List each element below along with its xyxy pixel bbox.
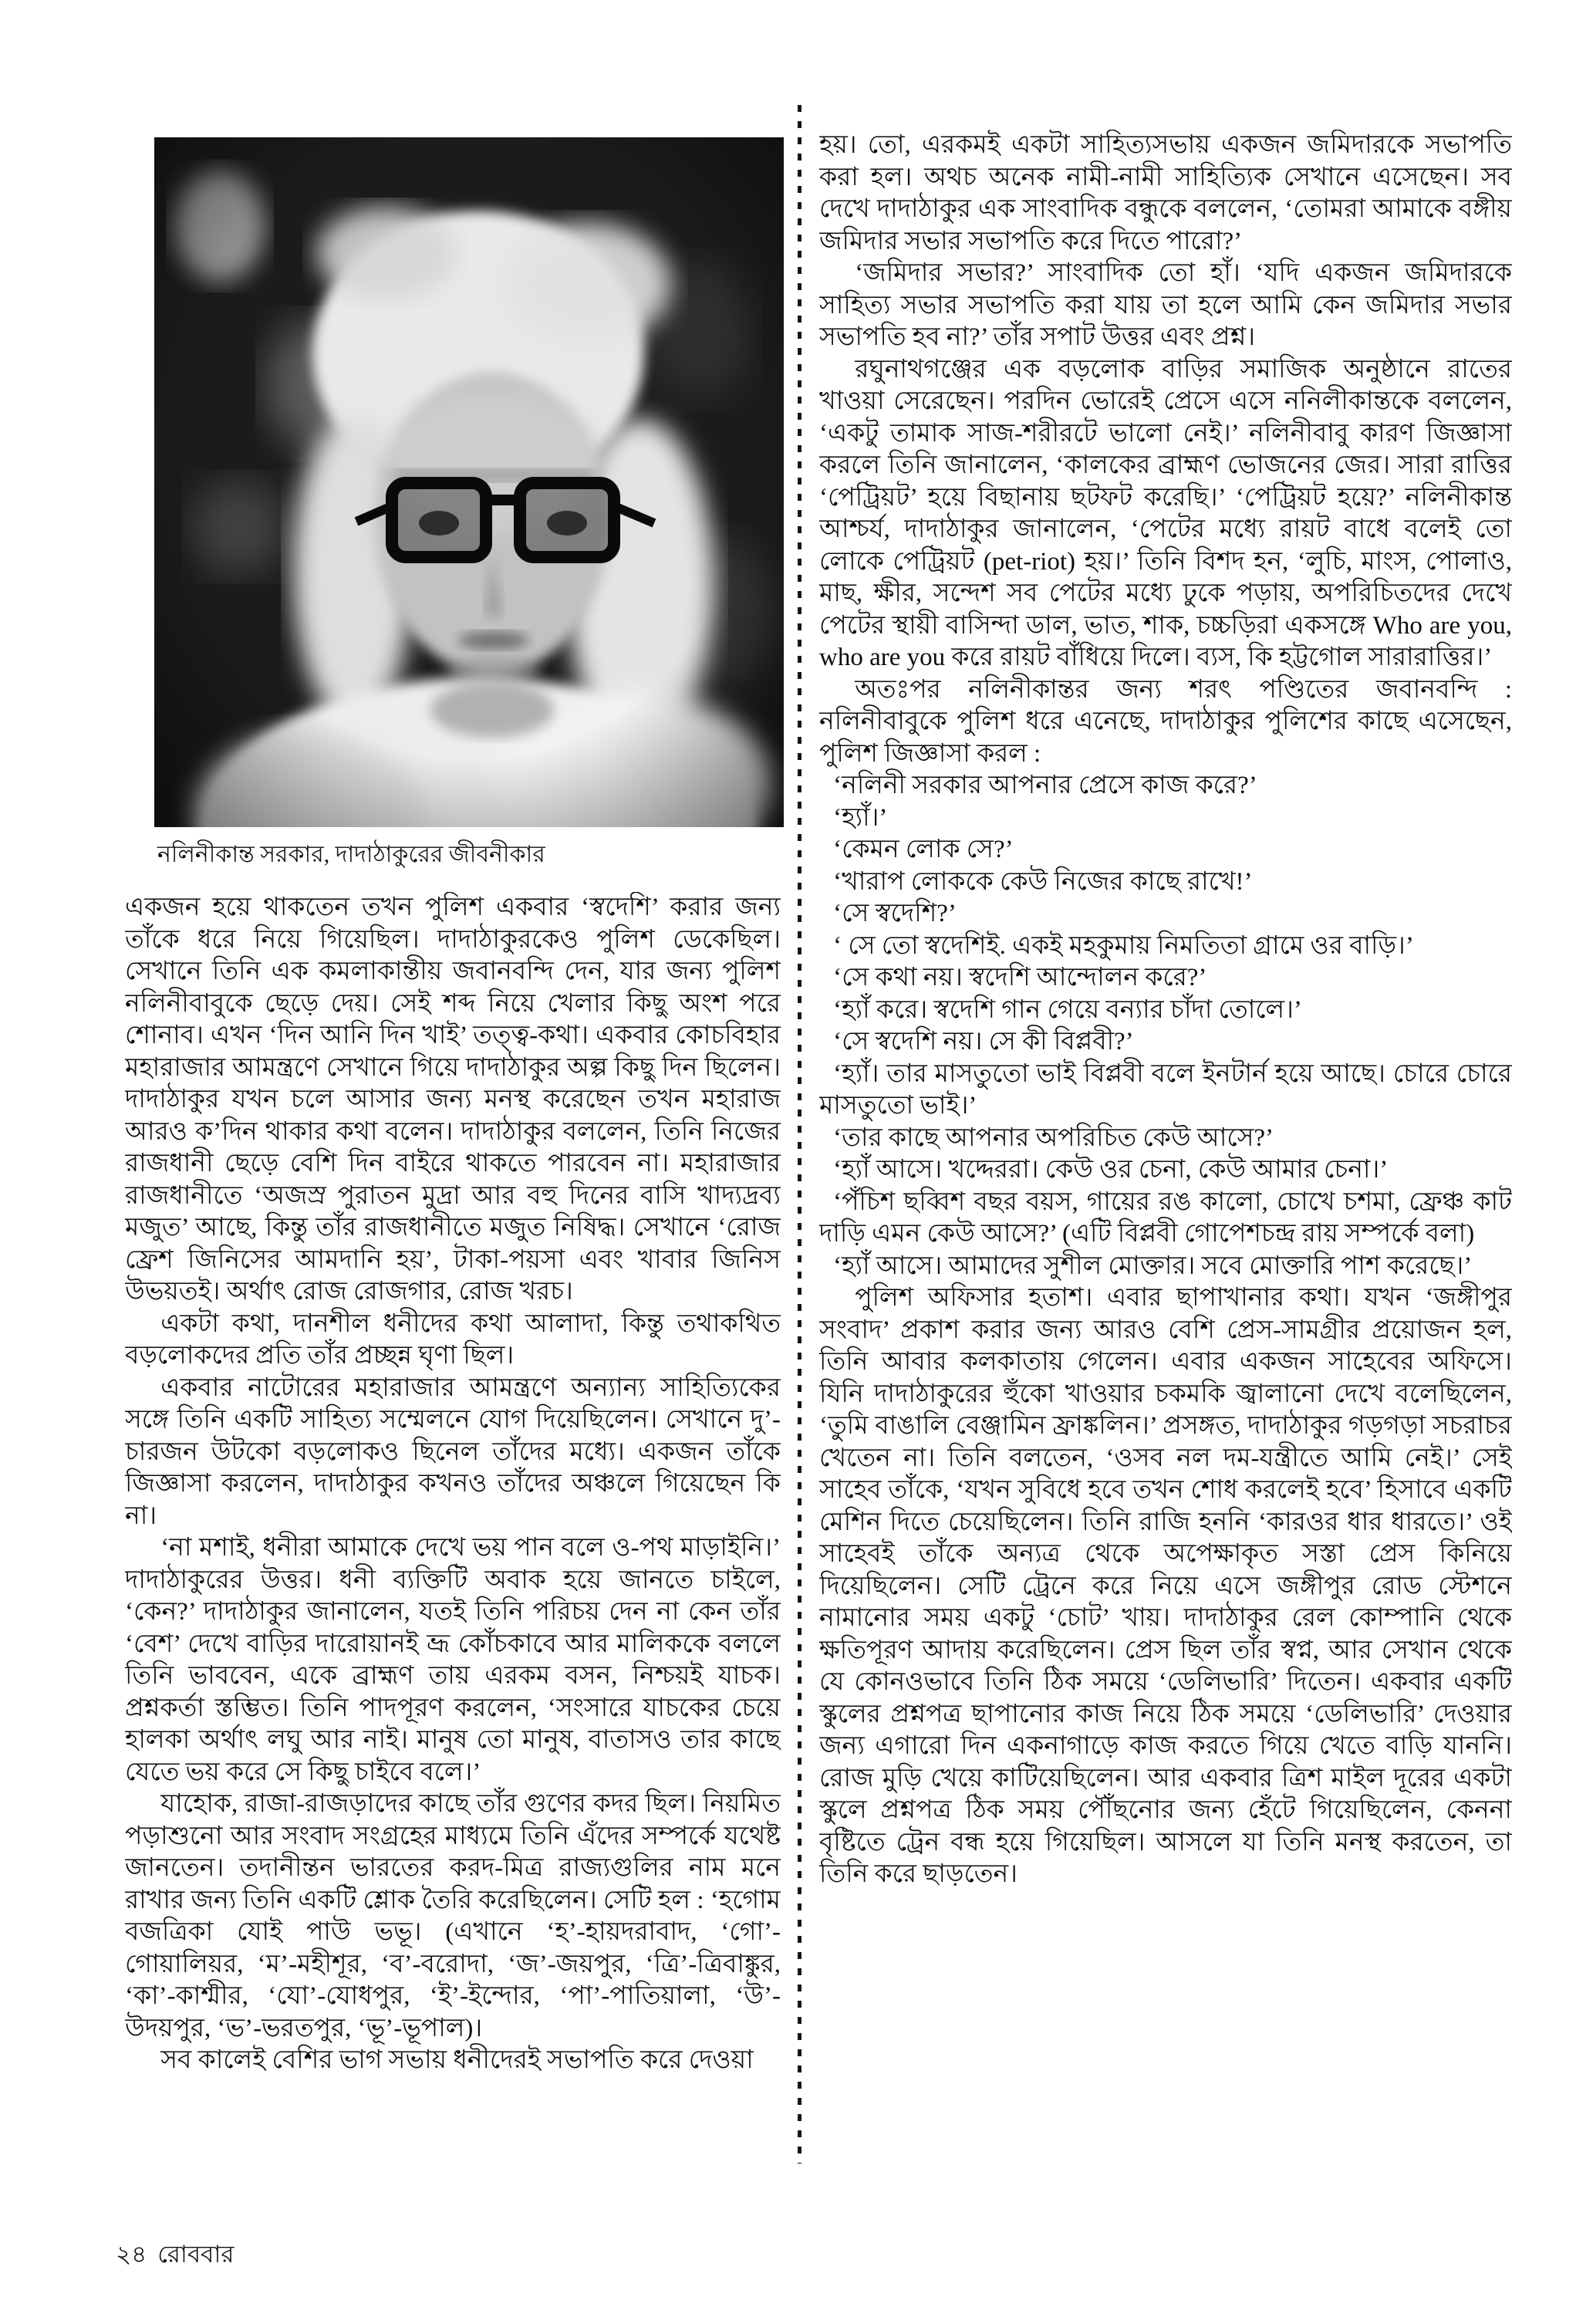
paragraph: ‘হ্যাঁ। তার মাসতুতো ভাই বিপ্লবী বলে ইনটার্ন হয়ে আছে। চোরে চোরে মাসতুতো ভাই।’ [819,1059,1512,1120]
paragraph: ‘ সে তো স্বদেশিই. একই মহকুমায় নিমতিতা গ্রামে ওর বাড়ি।’ [833,931,1414,960]
paragraph: ‘হ্যাঁ আসে। আমাদের সুশীল মোক্তার। সবে মোক্তারি পাশ করেছে।’ [833,1252,1473,1280]
page-number: ২৪ [116,2241,147,2268]
paragraph: সব কালেই বেশির ভাগ সভায় ধনীদেরই সভাপতি করে দেওয়া [160,2046,754,2074]
paragraph: ‘হ্যাঁ করে। স্বদেশি গান গেয়ে বন্যার চাঁদা তোলে।’ [833,995,1302,1024]
paragraph: ‘কেমন লোক সে?’ [833,836,1014,863]
page-footer [116,2236,234,2276]
right-text-column [819,130,1512,2167]
paragraph: ‘জমিদার সভার?’ সাংবাদিক তো হাঁ। ‘যদি একজন জমিদারকে সাহিত্য সভার সভাপতি করা যায় তা হলে আমি কেন জমিদার সভার সভাপতি হব না?’ তাঁর সপাট উত্তর এবং প্রশ্ন। [819,259,1512,351]
paragraph: রঘুনাথগঞ্জের এক বড়লোক বাড়ির সমাজিক অনুষ্ঠানে রাতের খাওয়া সেরেছেন। পরদিন ভোরেই প্রেসে এসে ননিলীকান্তকে বললেন, ‘একটু তামাক সাজ-শরীরটে ভালো নেই।’ নলিনীবাবু কারণ জিজ্ঞাসা করলে তিনি জানালেন, ‘কালকের ব্রাহ্মণ ভোজনের জের। সারা রাত্তির ‘পেট্রিয়ট’ হয়ে বিছানায় ছটফট করেছি।’ ‘পেট্রিয়ট হয়ে?’ নলিনীকান্ত আশ্চর্য, দাদাঠাকুর জানালেন, ‘পেটের মধ্যে রায়ট বাধে বলেই তো লোকে পেট্রিয়ট (pet-riot) হয়।’ তিনি বিশদ হন, ‘লুচি, মাংস, পোলাও, মাছ, ক্ষীর, সন্দেশ সব পেটের মধ্যে ঢুকে পড়ায়, অপরিচিতদের দেখে পেটের স্থায়ী বাসিন্দা ডাল, ভাত, শাক, চচ্চড়িরা একসঙ্গে Who are you, who are you করে রায়ট বাঁধিয়ে দিলে। ব্যস, কি হট্টগোল সারারাত্তির।’ [819,355,1512,671]
paragraph: একবার নাটোরের মহারাজার আমন্ত্রণে অন্যান্য সাহিত্যিকের সঙ্গে তিনি একটি সাহিত্য সম্মেলনে যোগ দিয়েছিলেন। সেখানে দু’-চারজন উটকো বড়লোকও ছিনেল তাঁদের মধ্যে। একজন তাঁকে জিজ্ঞাসা করলেন, দাদাঠাকুর কখনও তাঁদের অঞ্চলে গিয়েছেন কি না। [125,1373,781,1530]
magazine-name: রোববার [157,2241,235,2268]
paragraph: একজন হয়ে থাকতেন তখন পুলিশ একবার ‘স্বদেশি’ করার জন্য তাঁকে ধরে নিয়ে গিয়েছিল। দাদাঠাকুরকেও পুলিশ ডেকেছিল। সেখানে তিনি এক কমলাকান্তীয় জবানবন্দি দেন, যার জন্য পুলিশ নলিনীবাবুকে ছেড়ে দেয়। সেই শব্দ নিয়ে খেলার কিছু অংশ পরে শোনাব। এখন ‘দিন আনি দিন খাই’ তত্ত্ব-কথা। একবার কোচবিহার মহারাজার আমন্ত্রণে সেখানে গিয়ে দাদাঠাকুর অল্প কিছু দিন ছিলেন। দাদাঠাকুর যখন চলে আসার জন্য মনস্থ করেছেন তখন মহারাজ আরও ক’দিন থাকার কথা বলেন। দাদাঠাকুর বললেন, তিনি নিজের রাজধানী ছেড়ে বেশি দিন বাইরে থাকতে পারবেন না। মহারাজার রাজধানীতে ‘অজস্র পুরাতন মুদ্রা আর বহু দিনের বাসি খাদ্যদ্রব্য মজুত’ আছে, কিন্তু তাঁর রাজধানীতে মজুত নিষিদ্ধ। সেখানে ‘রোজ ফ্রেশ জিনিসের আমদানি হয়’, টাকা-পয়সা এবং খাবার জিনিস উভয়তই। অর্থাৎ রোজ রোজগার, রোজ খরচ। [125,893,781,1306]
paragraph: ‘তার কাছে আপনার অপরিচিত কেউ আসে?’ [833,1123,1274,1152]
paragraph: ‘সে স্বদেশি?’ [833,900,957,927]
paragraph: পুলিশ অফিসার হতাশ। এবার ছাপাখানার কথা। যখন ‘জঙ্গীপুর সংবাদ’ প্রকাশ করার জন্য আরও বেশি প্রেস-সামগ্রীর প্রয়োজন হল, তিনি আবার কলকাতায় গেলেন। এবার একজন সাহেবের অফিসে। যিনি দাদাঠাকুরের হুঁকো খাওয়ার চকমকি জ্বালানো দেখে বলেছিলেন, ‘তুমি বাঙালি বেঞ্জামিন ফ্রাঙ্কলিন।’ প্রসঙ্গত, দাদাঠাকুর গড়গড়া সচরাচর খেতেন না। তিনি বলতেন, ‘ওসব নল দম-যন্ত্রীতে আমি নেই।’ সেই সাহেব তাঁকে, ‘যখন সুবিধে হবে তখন শোধ করলেই হবে’ হিসাবে একটি মেশিন দিতে চেয়েছিলেন। তিনি রাজি হননি ‘কারওর ধার ধারতে।’ ওই সাহেবই তাঁকে অন্যত্র থেকে অপেক্ষাকৃত সস্তা প্রেস কিনিয়ে দিয়েছিলেন। সেটি ট্রেনে করে নিয়ে এসে জঙ্গীপুর রোড স্টেশনে নামানোর সময় একটু ‘চোট’ খায়। দাদাঠাকুর রেল কোম্পানি থেকে ক্ষতিপূরণ আদায় করেছিলেন। প্রেস ছিল তাঁর স্বপ্ন, আর সেখান থেকে যে কোনওভাবে তিনি ঠিক সময়ে ‘ডেলিভারি’ দিতেন। একবার একটি স্কুলের প্রশ্নপত্র ছাপানোর কাজ নিয়ে ঠিক সময়ে ‘ডেলিভারি’ দেওয়ার জন্য এগারো দিন একনাগাড়ে কাজ করতে গিয়ে খেতে বাড়ি যাননি। রোজ মুড়ি খেয়ে কাটিয়েছিলেন। আর একবার ত্রিশ মাইল দূরের একটা স্কুলে প্রশ্নপত্র ঠিক সময় পৌঁছনোর জন্য হেঁটে গিয়েছিলেন, কেননা বৃষ্টিতে ট্রেন বন্ধ হয়ে গিয়েছিল। আসলে যা তিনি মনস্থ করতেন, তা তিনি করে ছাড়তেন। [819,1284,1512,1888]
paragraph: অতঃপর নলিনীকান্তর জন্য শরৎ পণ্ডিতের জবানবন্দি : নলিনীবাবুকে পুলিশ ধরে এনেছে, দাদাঠাকুর পুলিশের কাছে এসেছেন, পুলিশ জিজ্ঞাসা করল : [819,675,1512,768]
paragraph: ‘নলিনী সরকার আপনার প্রেসে কাজ করে?’ [833,772,1257,799]
left-text-column [125,892,781,2142]
paragraph: হয়। তো, এরকমই একটা সাহিত্যসভায় একজন জমিদারকে সভাপতি করা হল। অথচ অনেক নামী-নামী সাহিত্যিক সেখানে এসেছেন। সব দেখে দাদাঠাকুর এক সাংবাদিক বন্ধুকে বললেন, ‘তোমরা আমাকে বঙ্গীয় জমিদার সভার সভাপতি করে দিতে পারো?’ [819,131,1512,255]
paragraph: ‘হ্যাঁ আসে। খদ্দেররা। কেউ ওর চেনা, কেউ আমার চেনা।’ [833,1156,1389,1184]
paragraph: ‘সে কথা নয়। স্বদেশি আন্দোলন করে?’ [833,964,1207,991]
paragraph: যাহোক, রাজা-রাজড়াদের কাছে তাঁর গুণের কদর ছিল। নিয়মিত পড়াশুনো আর সংবাদ সংগ্রহের মাধ্যমে তিনি এঁদের সম্পর্কে যথেষ্ট জানতেন। তদানীন্তন ভারতের করদ-মিত্র রাজ্যগুলির নাম মনে রাখার জন্য তিনি একটি শ্লোক তৈরি করেছিলেন। সেটি হল : ‘হগোম বজত্রিকা যোই পাউ ভভূ। (এখানে ‘হ’-হায়দরাবাদ, ‘গো’-গোয়ালিয়র, ‘ম’-মহীশূর, ‘ব’-বরোদা, ‘জ’-জয়পুর, ‘ত্রি’-ত্রিবাঙ্কুর, ‘কা’-কাশ্মীর, ‘যো’-যোধপুর, ‘ই’-ইন্দোর, ‘পা’-পাতিয়ালা, ‘উ’-উদয়পুর, ‘ভ’-ভরতপুর, ‘ভূ’-ভূপাল)। [125,1790,781,2042]
paragraph: ‘না মশাই, ধনীরা আমাকে দেখে ভয় পান বলে ও-পথ মাড়াইনি।’ দাদাঠাকুরের উত্তর। ধনী ব্যক্তিটি অবাক হয়ে জানতে চাইলে, ‘কেন?’ দাদাঠাকুর জানালেন, যতই তিনি পরিচয় দেন না কেন তাঁর ‘বেশ’ দেখে বাড়ির দারোয়ানই ভ্রূ কোঁচকাবে আর মালিককে বললে তিনি ভাববেন, একে ব্রাহ্মণ তায় এরকম বসন, নিশ্চয়ই যাচক। প্রশ্নকর্তা স্তম্ভিত। তিনি পাদপূরণ করলেন, ‘সংসারে যাচকের চেয়ে হালকা অর্থাৎ লঘু আর নাই। মানুষ তো মানুষ, বাতাসও তার কাছে যেতে ভয় করে সে কিছু চাইবে বলে।’ [125,1534,781,1786]
portrait-photo [154,137,784,827]
column-divider-rule [798,105,801,2164]
photo-caption: নলিনীকান্ত সরকার, দাদাঠাকুরের জীবনীকার [157,842,545,867]
portrait-photo-illustration [154,137,784,827]
paragraph: ‘খারাপ লোককে কেউ নিজের কাছে রাখে!’ [833,867,1253,896]
paragraph: ‘হ্যাঁ।’ [833,803,888,832]
paragraph: একটা কথা, দানশীল ধনীদের কথা আলাদা, কিন্তু তথাকথিত বড়লোকদের প্রতি তাঁর প্রচ্ছন্ন ঘৃণা ছিল। [125,1309,781,1370]
paragraph: ‘সে স্বদেশি নয়। সে কী বিপ্লবী?’ [833,1028,1134,1056]
paragraph: ‘পঁচিশ ছব্বিশ বছর বয়স, গায়ের রঙ কালো, চোখে চশমা, ফ্রেঞ্চ কাট দাড়ি এমন কেউ আসে?’ (এটি বিপ্লবী গোপেশচন্দ্র রায় সম্পর্কে বলা) [819,1187,1512,1248]
